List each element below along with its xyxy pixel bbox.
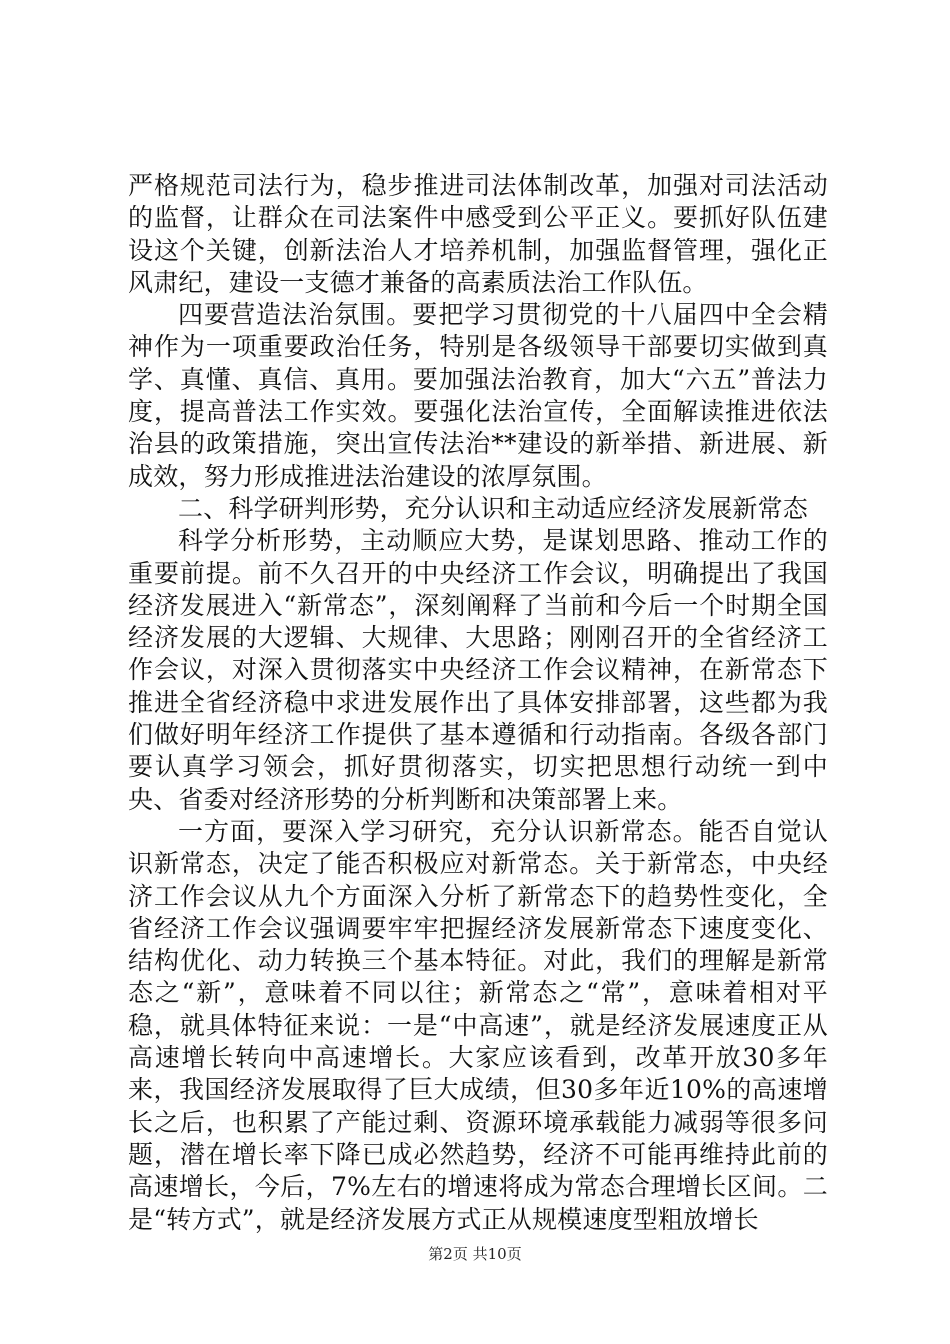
section-heading: 二、科学研判形势，充分认识和主动适应经济发展新常态	[178, 493, 809, 523]
paragraph-continued: 严格规范司法行为，稳步推进司法体制改革，加强对司法活动的监督，让群众在司法案件中感受到公平正义。要抓好队伍建设这个关键，创新法治人才培养机制，加强监督管理，强化正风肃纪，建设一支德才兼备的高素质法治工作队伍。	[128, 171, 828, 297]
paragraph-situation-analysis: 科学分析形势，主动顺应大势，是谋划思路、推动工作的重要前提。前不久召开的中央经济工作会议，明确提出了我国经济发展进入“新常态”，深刻阐释了当前和今后一个时期全国经济发展的大逻辑、大规律、大思路；刚刚召开的全省经济工作会议，对深入贯彻落实中央经济工作会议精神，在新常态下推进全省经济稳中求进发展作出了具体安排部署，这些都为我们做好明年经济工作提供了基本遵循和行动指南。各级各部门要认真学习领会，抓好贯彻落实，切实把思想行动统一到中央、省委对经济形势的分析判断和决策部署上来。	[128, 526, 828, 814]
document-body	[128, 170, 828, 1236]
paragraph-legal-atmosphere: 四要营造法治氛围。要把学习贯彻党的十八届四中全会精神作为一项重要政治任务，特别是各级领导干部要切实做到真学、真懂、真信、真用。要加强法治教育，加大“六五”普法力度，提高普法工作实效。要强化法治宣传，全面解读推进依法治县的政策措施，突出宣传法治**建设的新举措、新进展、新成效，努力形成推进法治建设的浓厚氛围。	[128, 300, 828, 491]
paragraph-new-normal: 一方面，要深入学习研究，充分认识新常态。能否自觉认识新常态，决定了能否积极应对新常态。关于新常态，中央经济工作会议从九个方面深入分析了新常态下的趋势性变化，全省经济工作会议强调要牢牢把握经济发展新常态下速度变化、结构优化、动力转换三个基本特征。对此，我们的理解是新常态之“新”，意味着不同以往；新常态之“常”，意味着相对平稳，就具体特征来说：一是“中高速”，就是经济发展速度正从高速增长转向中高速增长。大家应该看到，改革开放30多年来，我国经济发展取得了巨大成绩，但30多年近10%的高速增长之后，也积累了产能过剩、资源环境承载能力减弱等很多问题，潜在增长率下降已成必然趋势，经济不可能再维持此前的高速增长，今后，7%左右的增速将成为常态合理增长区间。二是“转方式”，就是经济发展方式正从规模速度型粗放增长	[128, 816, 828, 1234]
page-footer: 第2页 共10页	[428, 1245, 522, 1263]
